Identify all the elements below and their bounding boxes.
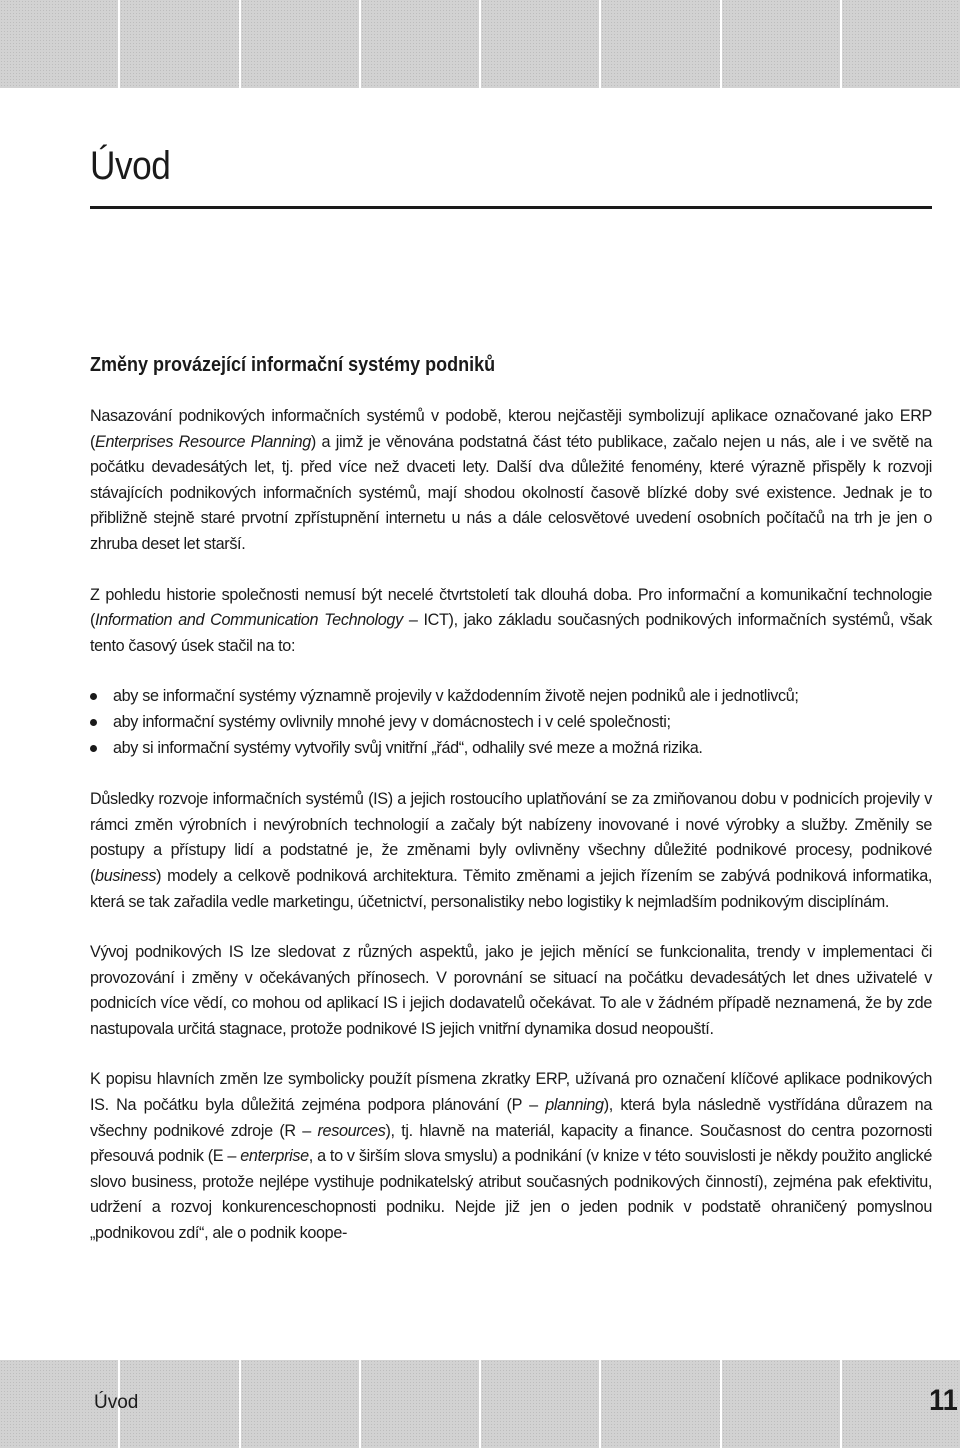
bullet-item: aby si informační systémy vytvořily svůj vnitřní „řád“, odhalily své meze a možná rizika.	[90, 736, 932, 762]
header-band-tile	[842, 0, 960, 88]
bullet-item: aby informační systémy ovlivnily mnohé jevy v domácnostech i v celé společnosti;	[90, 710, 932, 736]
paragraph-2: Z pohledu historie společnosti nemusí být necelé čtvrtstoletí tak dlouhá doba. Pro informační a komunikační technologie (Information and Communication Technology – ICT), jako základu současných podnikových informačních systémů, však tento časový úsek stačil na to:	[90, 585, 932, 655]
title-underline-rule	[90, 206, 932, 209]
header-band-tile	[361, 0, 479, 88]
page-number: 11	[929, 1384, 958, 1417]
footer-decorative-band	[0, 1360, 960, 1448]
footer-band-tile	[481, 1360, 599, 1448]
paragraph-4: Vývoj podnikových IS lze sledovat z různých aspektů, jako je jejich měnící se funkcionalita, trendy v implementaci či provozování i změny v očekávaných přínosech. V porovnání se situací na počátku devadesátých let dnes uživatelé v podnicích více vědí, co mohou od aplikací IS i jejich dodavatelů očekávat. To ale v žádném případě neznamená, že by zde nastupovala určitá stagnace, protože podnikové IS jejich vnitřní dynamika dosud neopouští.	[90, 943, 932, 1038]
header-band-tile	[481, 0, 599, 88]
bullet-item: aby se informační systémy významně projevily v každodenním životě nejen podniků ale i jednotlivců;	[90, 684, 932, 710]
section-heading: Změny provázející informační systémy podniků	[90, 354, 496, 376]
header-band-tile	[0, 0, 118, 88]
header-band-tile	[722, 0, 840, 88]
footer-band-tile	[601, 1360, 719, 1448]
chapter-title: Úvod	[90, 144, 171, 188]
header-band-tile	[120, 0, 238, 88]
header-band-tile	[601, 0, 719, 88]
footer-band-tile	[361, 1360, 479, 1448]
footer-band-tile	[241, 1360, 359, 1448]
footer-band-tile	[722, 1360, 840, 1448]
footer-chapter-label: Úvod	[94, 1392, 139, 1413]
paragraph-5: K popisu hlavních změn lze symbolicky použít písmena zkratky ERP, užívaná pro označení klíčové aplikace podnikových IS. Na počátku byla důležitá zejména podpora plánování (P – planning), která byla následně vystřídána důrazem na všechny podnikové zdroje (R – resources), tj. hlavně na materiál, kapacity a finance. Současnost do centra pozornosti přesouvá podnik (E – enterprise, a to v širším slova smyslu) a podnikání (v knize v této souvislosti je někdy použito anglické slovo business, protože nejlépe vystihuje podnikatelský atribut současných podnikových činností), zejména pak efektivitu, udržení a rozvoj konkurenceschopnosti podniku. Nejde již jen o jeden podnik v podstatě ohraničený pomyslnou „podnikovou zdí“, ale o podnik koope-	[90, 1070, 933, 1243]
body-text	[90, 404, 932, 1272]
header-band-tile	[241, 0, 359, 88]
paragraph-1: Nasazování podnikových informačních systémů v podobě, kterou nejčastěji symbolizují aplikace označované jako ERP (Enterprises Resource Planning) a jimž je věnována podstatná část této publikace, začalo nejen u nás, ale i ve světě na počátku devadesátých let, tj. před více než dvaceti lety. Další dva důležité fenomény, které výrazně přispěly k rozvoji stávajících podnikových informačních systémů, mají shodou okolností časově blízké doby své existence. Jednak je to přibližně stejně staré prvotní zpřístupnění internetu u nás a dále celosvětové uvedení osobních počítačů na trh je jen o zhruba deset let starší.	[90, 407, 932, 553]
header-decorative-band	[0, 0, 960, 88]
paragraph-3: Důsledky rozvoje informačních systémů (IS) a jejich rostoucího uplatňování se za zmiňovanou dobu v podnicích projevily v rámci změn výrobních i nevýrobních technologií a začaly být nabízeny inovované i nové výrobky a služby. Změnily se postupy a přístupy lidí a podstatné je, že změnami byly ovlivněny všechny důležité podnikové procesy, podnikové (business) modely a celkově podniková architektura. Těmito změnami a jejich řízením se zabývá podniková informatika, která se tak zařadila vedle marketingu, účetnictví, personalistiky nebo logistiky k nejmladším podnikovým disciplínám.	[90, 790, 932, 911]
bullet-list	[90, 684, 932, 761]
